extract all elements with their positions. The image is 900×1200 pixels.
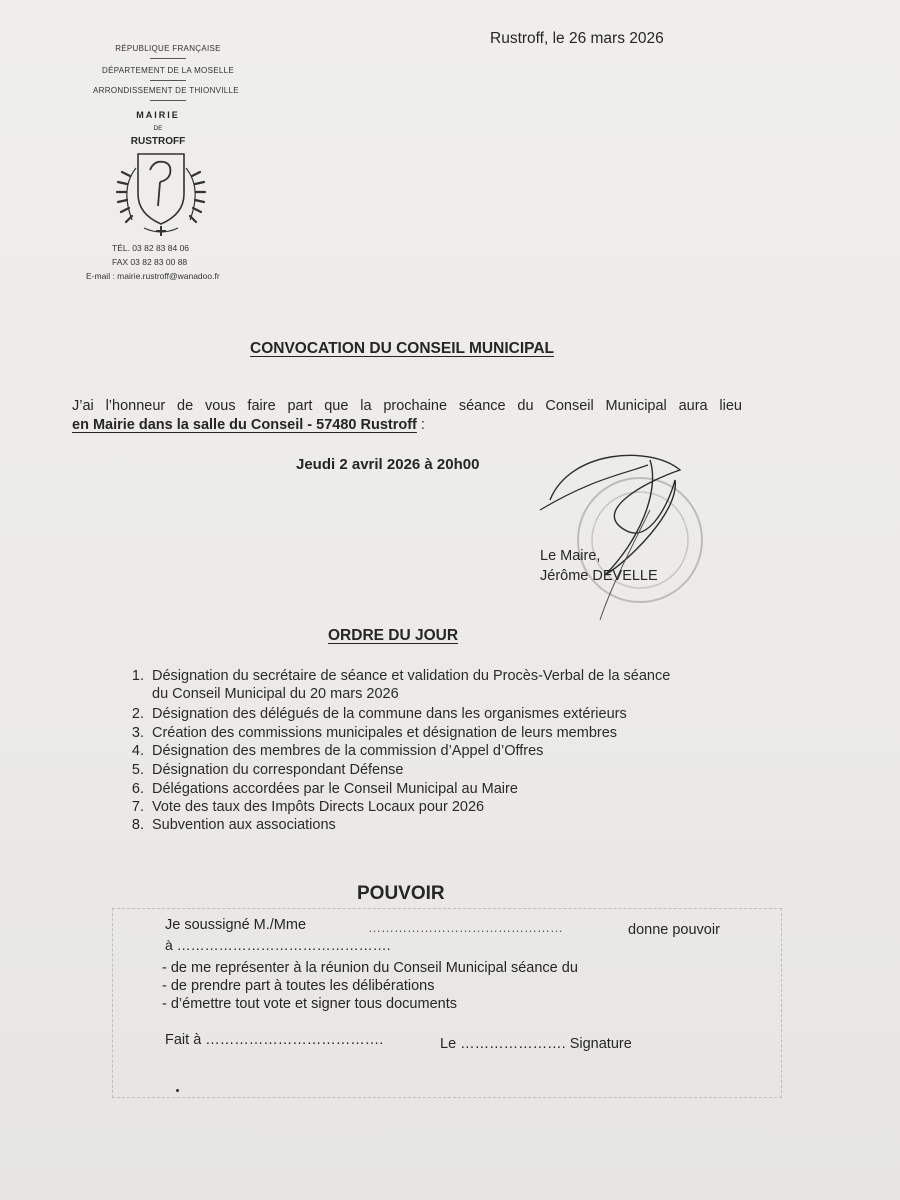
letterhead-town: RUSTROFF [130, 136, 186, 147]
letterhead-republic: RÉPUBLIQUE FRANÇAISE [115, 44, 221, 53]
agenda-item: Désignation du secrétaire de séance et validation du Procès-Verbal de la séance [152, 668, 671, 684]
agenda-item: Délégations accordées par le Conseil Municipal au Maire [152, 781, 518, 797]
letterhead-department: DÉPARTEMENT DE LA MOSELLE [102, 66, 234, 75]
mayor-title: Le Maire, [540, 548, 601, 564]
meeting-datetime: Jeudi 2 avril 2026 à 20h00 [296, 456, 480, 473]
agenda-item-number: 2. [131, 706, 144, 722]
meeting-location: en Mairie dans la salle du Conseil - 57480 Rustroff [72, 417, 417, 433]
agenda-item-number: 5. [131, 762, 144, 778]
proxy-clause-vote: - d’émettre tout vote et signer tous documents [162, 996, 457, 1012]
letterhead-divider [150, 58, 186, 59]
agenda-item: Désignation des membres de la commission d’Appel d’Offres [152, 743, 544, 759]
agenda-item: Création des commissions municipales et désignation de leurs membres [152, 725, 618, 741]
document-title: CONVOCATION DU CONSEIL MUNICIPAL [250, 340, 554, 357]
proxy-date-signature-field[interactable]: Le …………………. Signature [440, 1036, 632, 1052]
proxy-line-1-start: Je soussigné M./Mme [165, 917, 307, 933]
agenda-item-number: 4. [131, 743, 144, 759]
agenda-heading: ORDRE DU JOUR [328, 627, 459, 644]
proxy-name-field[interactable]: ……………………………………… [368, 920, 563, 935]
intro-line-2 [72, 417, 425, 433]
agenda-item-number: 7. [131, 799, 144, 815]
mayor-stamp-and-signature [530, 440, 710, 625]
place-date: Rustroff, le 26 mars 2026 [490, 30, 664, 47]
proxy-place-field[interactable]: Fait à ………………………………. [165, 1032, 384, 1048]
agenda-item: Vote des taux des Impôts Directs Locaux pour 2026 [152, 799, 485, 815]
letterhead-district: ARRONDISSEMENT DE THIONVILLE [93, 86, 239, 95]
agenda-item: Désignation du correspondant Défense [152, 762, 404, 778]
proxy-line-1-end: donne pouvoir [628, 922, 720, 938]
letterhead-mairie: MAIRIE [136, 110, 180, 120]
intro-line-1: J’ai l’honneur de vous faire part que la prochaine séance du Conseil Municipal aura lieu [72, 398, 742, 414]
intro-punctuation: : [416, 417, 425, 433]
letterhead-fax: FAX 03 82 83 00 88 [112, 257, 188, 267]
proxy-clause-participate: - de prendre part à toutes les délibérations [162, 978, 435, 994]
proxy-clause-represent: - de me représenter à la réunion du Conseil Municipal séance du [162, 960, 578, 976]
agenda-item: Subvention aux associations [152, 817, 336, 833]
agenda-item-number: 1. [131, 668, 144, 684]
letterhead-de: DE [153, 125, 163, 132]
proxy-recipient-field[interactable]: à ………………………………………. [165, 937, 391, 953]
agenda-item-number: 6. [131, 781, 144, 797]
coat-of-arms-emblem [106, 148, 216, 238]
letterhead-divider [150, 100, 186, 101]
agenda-item-number: 8. [131, 817, 144, 833]
letterhead-divider [150, 80, 186, 81]
agenda-item-continuation: du Conseil Municipal du 20 mars 2026 [152, 686, 399, 702]
proxy-heading: POUVOIR [357, 883, 445, 904]
mayor-name: Jérôme DEVELLE [540, 568, 658, 584]
agenda-item-number: 3. [131, 725, 144, 741]
letterhead-email: E-mail : mairie.rustroff@wanadoo.fr [86, 271, 220, 281]
paper-speck [176, 1089, 179, 1092]
letterhead-tel: TÉL. 03 82 83 84 06 [112, 243, 190, 253]
agenda-item: Désignation des délégués de la commune dans les organismes extérieurs [152, 706, 627, 722]
